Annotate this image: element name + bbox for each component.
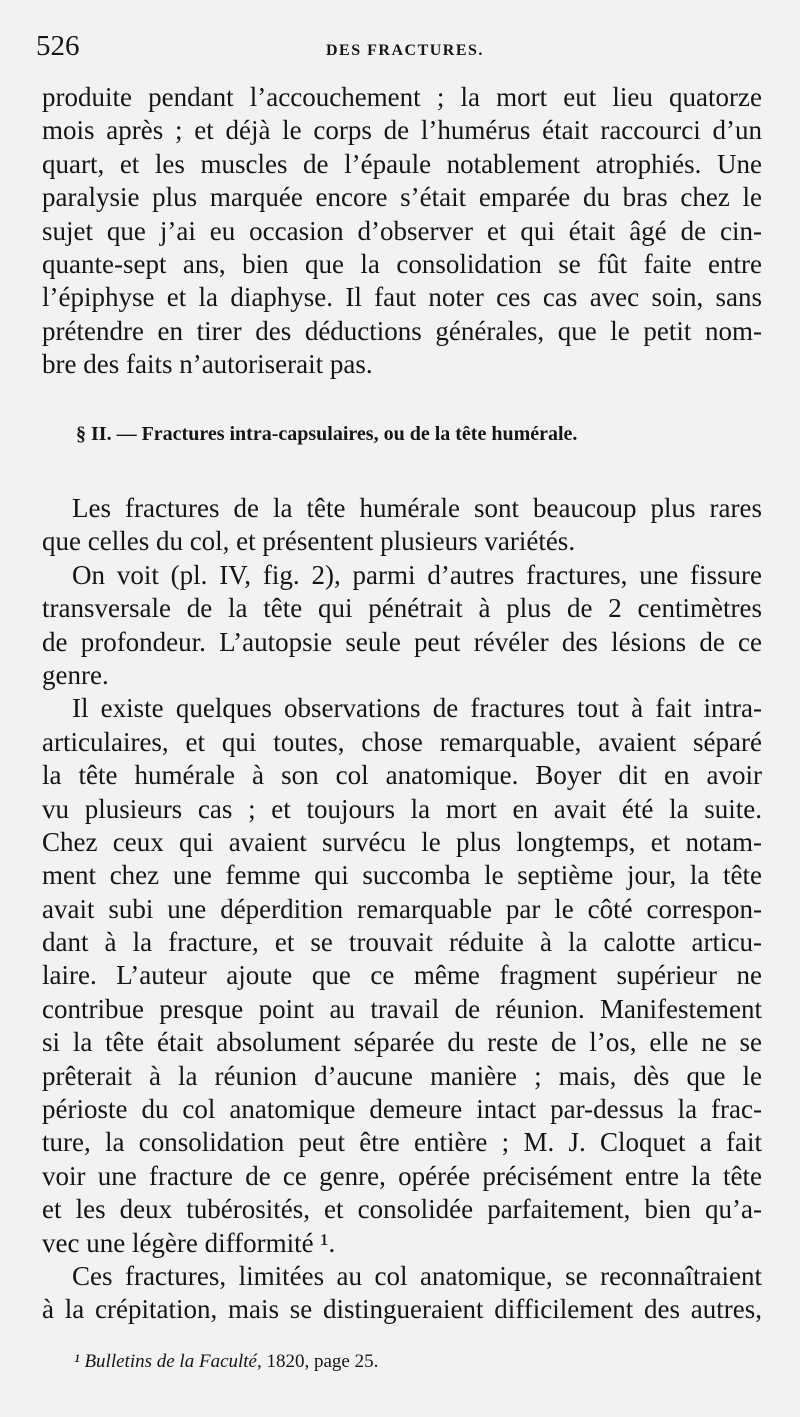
- text-line: quante-sept ans, bien que la consolidation se fût faite entre: [42, 248, 762, 279]
- footnote-marker: ¹: [74, 1351, 80, 1372]
- text-line: à la crépitation, mais se distingueraient difficilement des autres,: [42, 1294, 762, 1325]
- opening-paragraph: [42, 81, 762, 382]
- footnote-source: Bulletins de la Faculté,: [84, 1351, 262, 1372]
- section-body: [42, 492, 762, 1327]
- text-line: prêterait à la réunion d’aucune manière ; mais, dès que le: [42, 1060, 762, 1091]
- text-line: ment chez une femme qui succomba le septième jour, la tête: [42, 860, 762, 891]
- text-line: sujet que j’ai eu occasion d’observer et qui était âgé de cin-: [42, 215, 762, 246]
- text-line: contribue presque point au travail de réunion. Manifestement: [42, 993, 762, 1024]
- text-line: Les fractures de la tête humérale sont beaucoup plus rares: [72, 493, 762, 523]
- text-line: vu plusieurs cas ; et toujours la mort en avait été la suite.: [42, 793, 762, 824]
- text-line: avait subi une déperdition remarquable par le côté correspon-: [42, 893, 762, 924]
- text-line: mois après ; et déjà le corps de l’humérus était raccourci d’un: [42, 115, 762, 146]
- text-line: si la tête était absolument séparée du reste de l’os, elle ne se: [42, 1027, 762, 1058]
- text-line: et les deux tubérosités, et consolidée parfaitement, bien qu’a-: [42, 1194, 762, 1225]
- text-line: dant à la fracture, et se trouvait réduite à la calotte articu-: [42, 927, 762, 958]
- text-line: Il existe quelques observations de fractures tout à fait intra-: [72, 693, 762, 724]
- text-line: l’épiphyse et la diaphyse. Il faut noter ces cas avec soin, sans: [42, 282, 762, 313]
- text-line: quart, et les muscles de l’épaule notablement atrophiés. Une: [42, 148, 762, 179]
- footnote-reference: 1820, page 25.: [266, 1351, 379, 1372]
- page-header: [36, 30, 776, 64]
- text-line: la tête humérale à son col anatomique. Boyer dit en avoir: [42, 760, 762, 791]
- page-number: 526: [36, 30, 80, 62]
- section-heading: § II. — Fractures intra-capsulaires, ou de la tête humérale.: [76, 423, 578, 445]
- footnote: [74, 1351, 724, 1373]
- text-line: bre des faits n’autoriserait pas.: [42, 349, 373, 380]
- running-head: DES FRACTURES.: [326, 42, 484, 59]
- text-line: laire. L’auteur ajoute que ce même fragment supérieur ne: [42, 960, 762, 991]
- text-line: transversale de la tête qui pénétrait à plus de 2 centimètres: [42, 593, 762, 624]
- text-line: articulaires, et qui toutes, chose remarquable, avaient séparé: [42, 726, 762, 757]
- text-line: genre.: [42, 659, 109, 690]
- text-line: que celles du col, et présentent plusieurs variétés.: [42, 526, 576, 557]
- text-line: voir une fracture de ce genre, opérée précisément entre la tête: [42, 1160, 762, 1191]
- text-line: produite pendant l’accouchement ; la mort eut lieu quatorze: [42, 82, 762, 112]
- text-line: Ces fractures, limitées au col anatomique, se reconnaîtraient: [72, 1260, 762, 1291]
- text-line: On voit (pl. IV, fig. 2), parmi d’autres fractures, une fissure: [72, 559, 762, 590]
- text-line: Chez ceux qui avaient survécu le plus longtemps, et notam-: [42, 826, 762, 857]
- text-line: périoste du col anatomique demeure intact par-dessus la frac-: [42, 1094, 762, 1125]
- text-line: vec une légère difformité ¹.: [42, 1227, 336, 1258]
- text-line: ture, la consolidation peut être entière ; M. J. Cloquet a fait: [42, 1127, 762, 1158]
- text-line: de profondeur. L’autopsie seule peut révéler des lésions de ce: [42, 626, 762, 657]
- text-line: paralysie plus marquée encore s’était emparée du bras chez le: [42, 182, 762, 213]
- text-line: prétendre en tirer des déductions générales, que le petit nom-: [42, 315, 762, 346]
